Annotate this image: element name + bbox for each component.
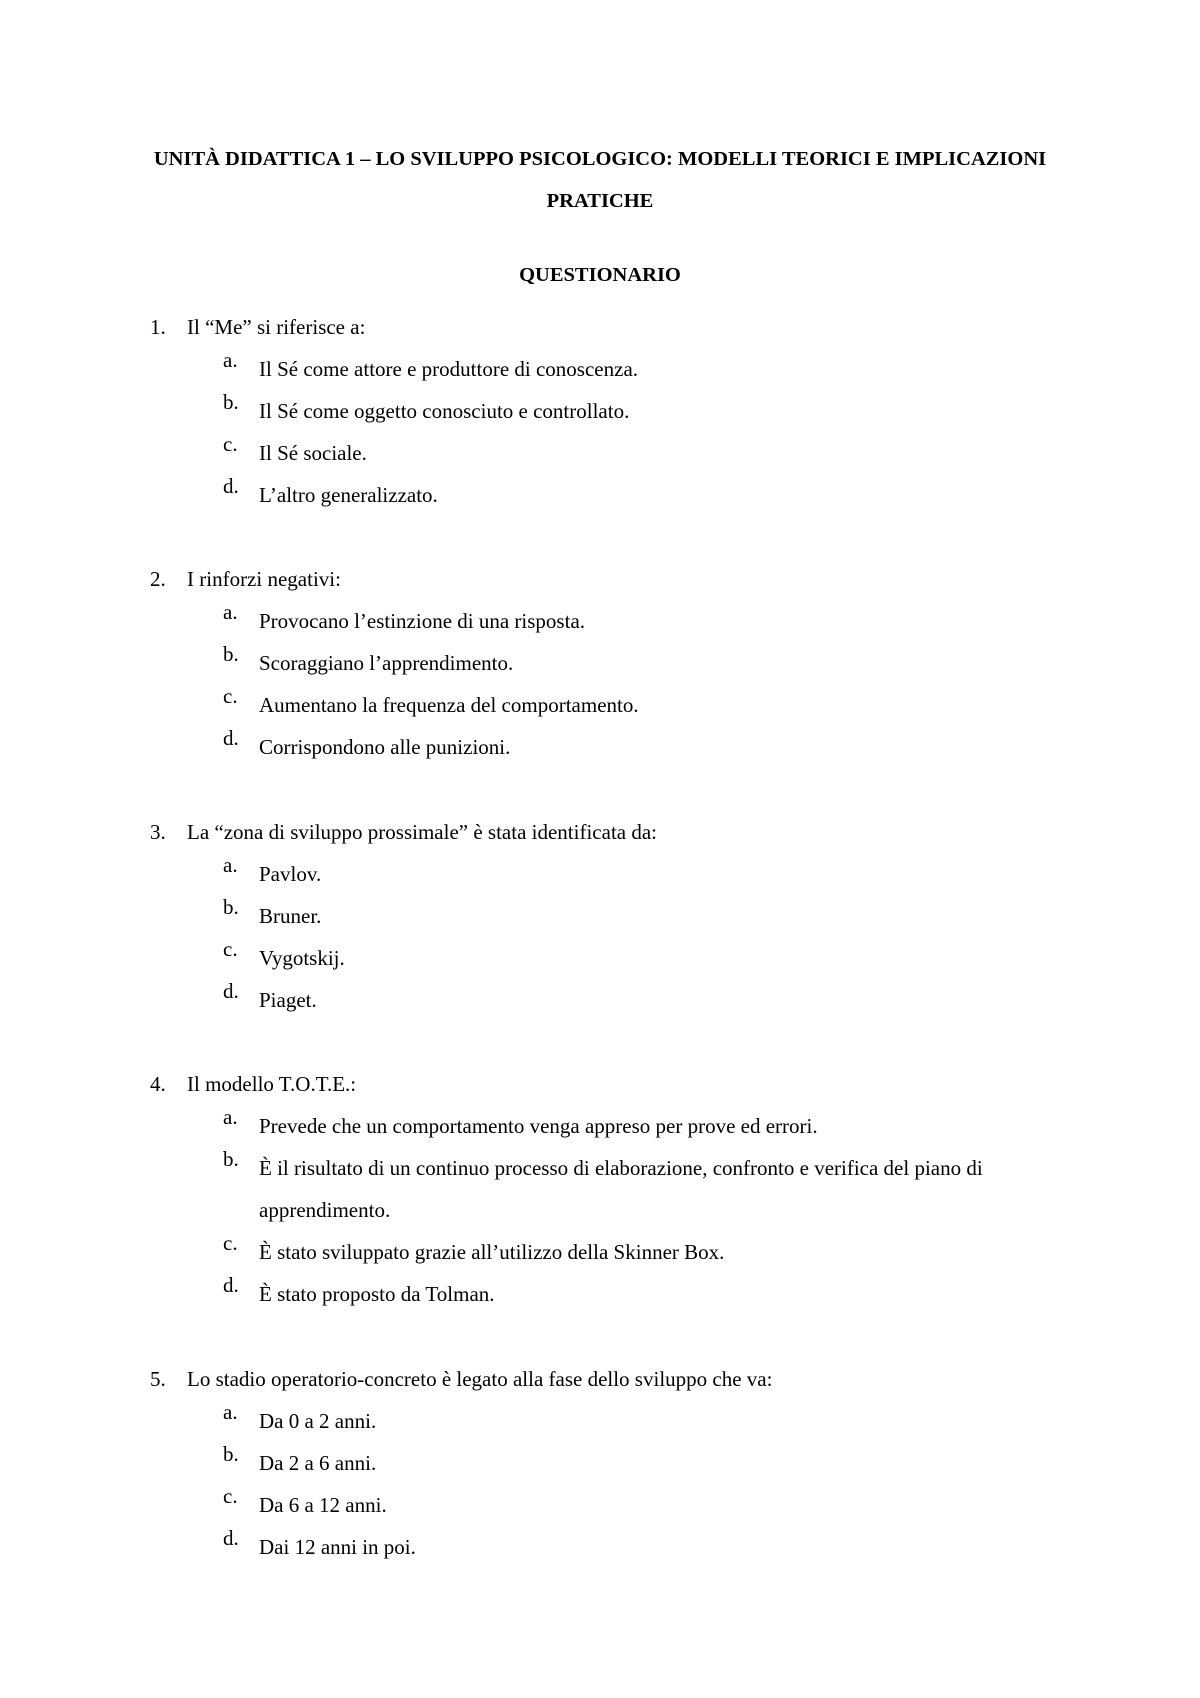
option-letter: c.	[223, 1231, 238, 1255]
option-letter: a.	[223, 600, 238, 624]
option-letter: c.	[223, 684, 238, 708]
question-text: Il modello T.O.T.E.:	[187, 1072, 357, 1096]
option-text: Pavlov.	[259, 862, 322, 886]
option-c	[150, 684, 1090, 726]
option-letter: a.	[223, 1105, 238, 1129]
question-stem	[150, 558, 1090, 600]
questionnaire-heading: QUESTIONARIO	[519, 264, 681, 286]
option-d	[150, 1273, 1090, 1315]
option-letter: d.	[223, 1273, 239, 1297]
option-a	[150, 853, 1090, 895]
option-text: Dai 12 anni in poi.	[259, 1535, 416, 1559]
question-3	[150, 811, 1090, 1021]
option-text: Aumentano la frequenza del comportamento.	[259, 693, 639, 717]
question-text: I rinforzi negativi:	[187, 567, 341, 591]
option-text: Vygotskij.	[259, 946, 345, 970]
option-letter: b.	[223, 1147, 239, 1171]
question-text: Lo stadio operatorio-concreto è legato alla fase dello sviluppo che va:	[187, 1367, 773, 1391]
question-4	[150, 1063, 1090, 1315]
option-text: Bruner.	[259, 904, 322, 928]
option-text: Il Sé sociale.	[259, 441, 367, 465]
option-letter: d.	[223, 726, 239, 750]
option-letter: a.	[223, 348, 238, 372]
question-stem	[150, 811, 1090, 853]
question-number: 5.	[150, 1367, 166, 1391]
option-b	[150, 1147, 1090, 1231]
option-c	[150, 937, 1090, 979]
option-a	[150, 600, 1090, 642]
option-letter: d.	[223, 474, 239, 498]
option-a	[150, 1105, 1090, 1147]
option-b	[150, 1442, 1090, 1484]
option-letter: b.	[223, 1442, 239, 1466]
option-d	[150, 1526, 1090, 1568]
option-text: Il Sé come attore e produttore di conoscenza.	[259, 357, 639, 381]
option-letter: c.	[223, 432, 238, 456]
option-letter: a.	[223, 853, 238, 877]
question-number: 4.	[150, 1072, 166, 1096]
option-text: Corrispondono alle punizioni.	[259, 735, 511, 759]
option-letter: c.	[223, 937, 238, 961]
option-letter: b.	[223, 642, 239, 666]
option-d	[150, 474, 1090, 516]
option-letter: b.	[223, 390, 239, 414]
option-text: Provocano l’estinzione di una risposta.	[259, 609, 586, 633]
option-b	[150, 642, 1090, 684]
option-d	[150, 726, 1090, 768]
document-title: UNITÀ DIDATTICA 1 – LO SVILUPPO PSICOLOGICO: MODELLI TEORICI E IMPLICAZIONI PRATICHE	[153, 148, 1047, 212]
option-c	[150, 1231, 1090, 1273]
option-a	[150, 1400, 1090, 1442]
option-letter: a.	[223, 1400, 238, 1424]
option-d	[150, 979, 1090, 1021]
option-letter: d.	[223, 1526, 239, 1550]
option-text: Piaget.	[259, 988, 317, 1012]
option-a	[150, 348, 1090, 390]
question-5	[150, 1358, 1090, 1568]
option-text: È stato proposto da Tolman.	[259, 1282, 495, 1306]
option-text: Il Sé come oggetto conosciuto e controllato.	[259, 399, 630, 423]
option-b	[150, 390, 1090, 432]
option-b	[150, 895, 1090, 937]
question-text: La “zona di sviluppo prossimale” è stata identificata da:	[187, 820, 657, 844]
question-2	[150, 558, 1090, 768]
option-c	[150, 1484, 1090, 1526]
option-text: È stato sviluppato grazie all’utilizzo della Skinner Box.	[259, 1240, 725, 1264]
option-text: L’altro generalizzato.	[259, 483, 438, 507]
question-stem	[150, 306, 1090, 348]
question-number: 3.	[150, 820, 166, 844]
option-text: È il risultato di un continuo processo di elaborazione, confronto e verifica del piano di apprendimento.	[259, 1156, 983, 1222]
option-c	[150, 432, 1090, 474]
question-1	[150, 306, 1090, 516]
option-letter: d.	[223, 979, 239, 1003]
question-stem	[150, 1063, 1090, 1105]
option-text: Da 0 a 2 anni.	[259, 1409, 377, 1433]
question-number: 1.	[150, 315, 166, 339]
option-letter: c.	[223, 1484, 238, 1508]
option-text: Da 2 a 6 anni.	[259, 1451, 377, 1475]
option-text: Da 6 a 12 anni.	[259, 1493, 387, 1517]
option-letter: b.	[223, 895, 239, 919]
option-text: Scoraggiano l’apprendimento.	[259, 651, 514, 675]
question-text: Il “Me” si riferisce a:	[187, 315, 366, 339]
question-stem	[150, 1358, 1090, 1400]
option-text: Prevede che un comportamento venga appreso per prove ed errori.	[259, 1114, 818, 1138]
question-number: 2.	[150, 567, 166, 591]
